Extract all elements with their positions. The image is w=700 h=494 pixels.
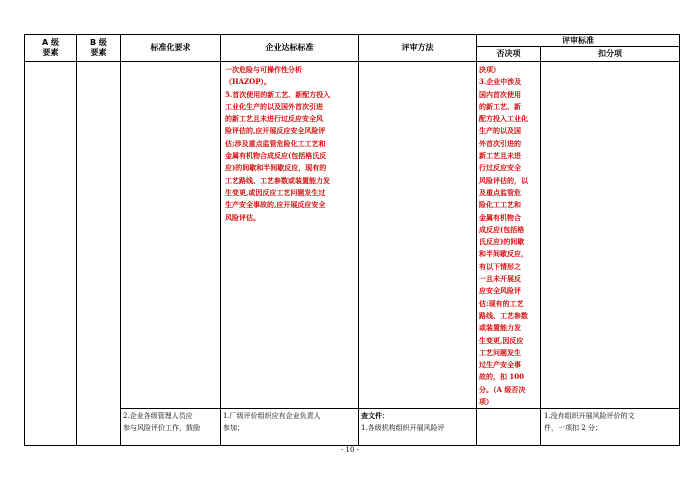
header-review-criteria: 评审标准 — [562, 35, 594, 45]
header-a-element: A 级 要素 — [42, 38, 59, 57]
col-line — [76, 34, 77, 446]
col-line — [120, 34, 121, 446]
page-number: - 10 - — [340, 446, 360, 454]
col-line — [476, 34, 477, 446]
header-deduction-item: 扣分项 — [598, 49, 622, 58]
header-b-element: B 级 要素 — [90, 38, 107, 57]
enterprise-standard-text: 一次危险与可操作性分析 （HAZOP）。 5.首次使用的新工艺、新配方投入 工业化生产的以及国外首次引进 的新工艺且未进行过反应安全风 险评估的,应开展反应安全风险评 估;涉及重点监管危险化工工艺和 金属有机物合成反应(包括格氏反 应)的间歇和半间歇反应，现有的 工艺路线、工艺参数或装置能力发 生变更,或因反应工艺问题发生过 生产安全事故的,应开展反应安全 风险评估。 — [225, 65, 331, 222]
col-line — [358, 34, 359, 446]
table-border-left — [24, 34, 25, 446]
deduction-item-text: 1.没有组织开展风险评价的文 件，一项扣 2 分； — [544, 412, 635, 433]
veto-item-text: 決项） 3.企业中涉及 国内首次使用 的新工艺、新 配方投入工业化 生产的以及国 外首次引进的 新工艺且未进 行过反应安全 风险评估的，以 及重点监管危 险化工工艺和 金属有机物合 成反应(包括格 氏反应)的间歇 和半间歇反应， 有以下情形之 一且未开展反 应安全风险评 估:现有的工艺 路线、工艺参数 或装置能力发 生变更,因反应 工艺问题发生 过生产安全事 故的，扣 100 分。（A 级否决 项） — [479, 65, 528, 407]
col-line — [220, 34, 221, 446]
header-review-method: 评审方法 — [401, 43, 434, 52]
table-border-right — [679, 34, 680, 446]
enterprise-standard-text: 1.厂级评价组织应有企业负责人 参加； — [223, 412, 321, 433]
row-divider — [120, 408, 680, 409]
header-bottom-line — [24, 61, 680, 62]
header-standard-requirement: 标准化要求 — [150, 43, 191, 52]
header-veto-item: 否决项 — [496, 49, 521, 58]
review-standard-table — [24, 34, 680, 446]
col-line — [540, 46, 541, 446]
header-enterprise-standard: 企业达标标准 — [265, 43, 314, 52]
standard-requirement-text: 2.企业各级管理人员应 参与风险评价工作，鼓励 — [123, 412, 200, 433]
review-method-heading: 查文件： — [361, 411, 389, 420]
review-method-text: 1.各级机构组织开展风险评 — [361, 424, 445, 432]
